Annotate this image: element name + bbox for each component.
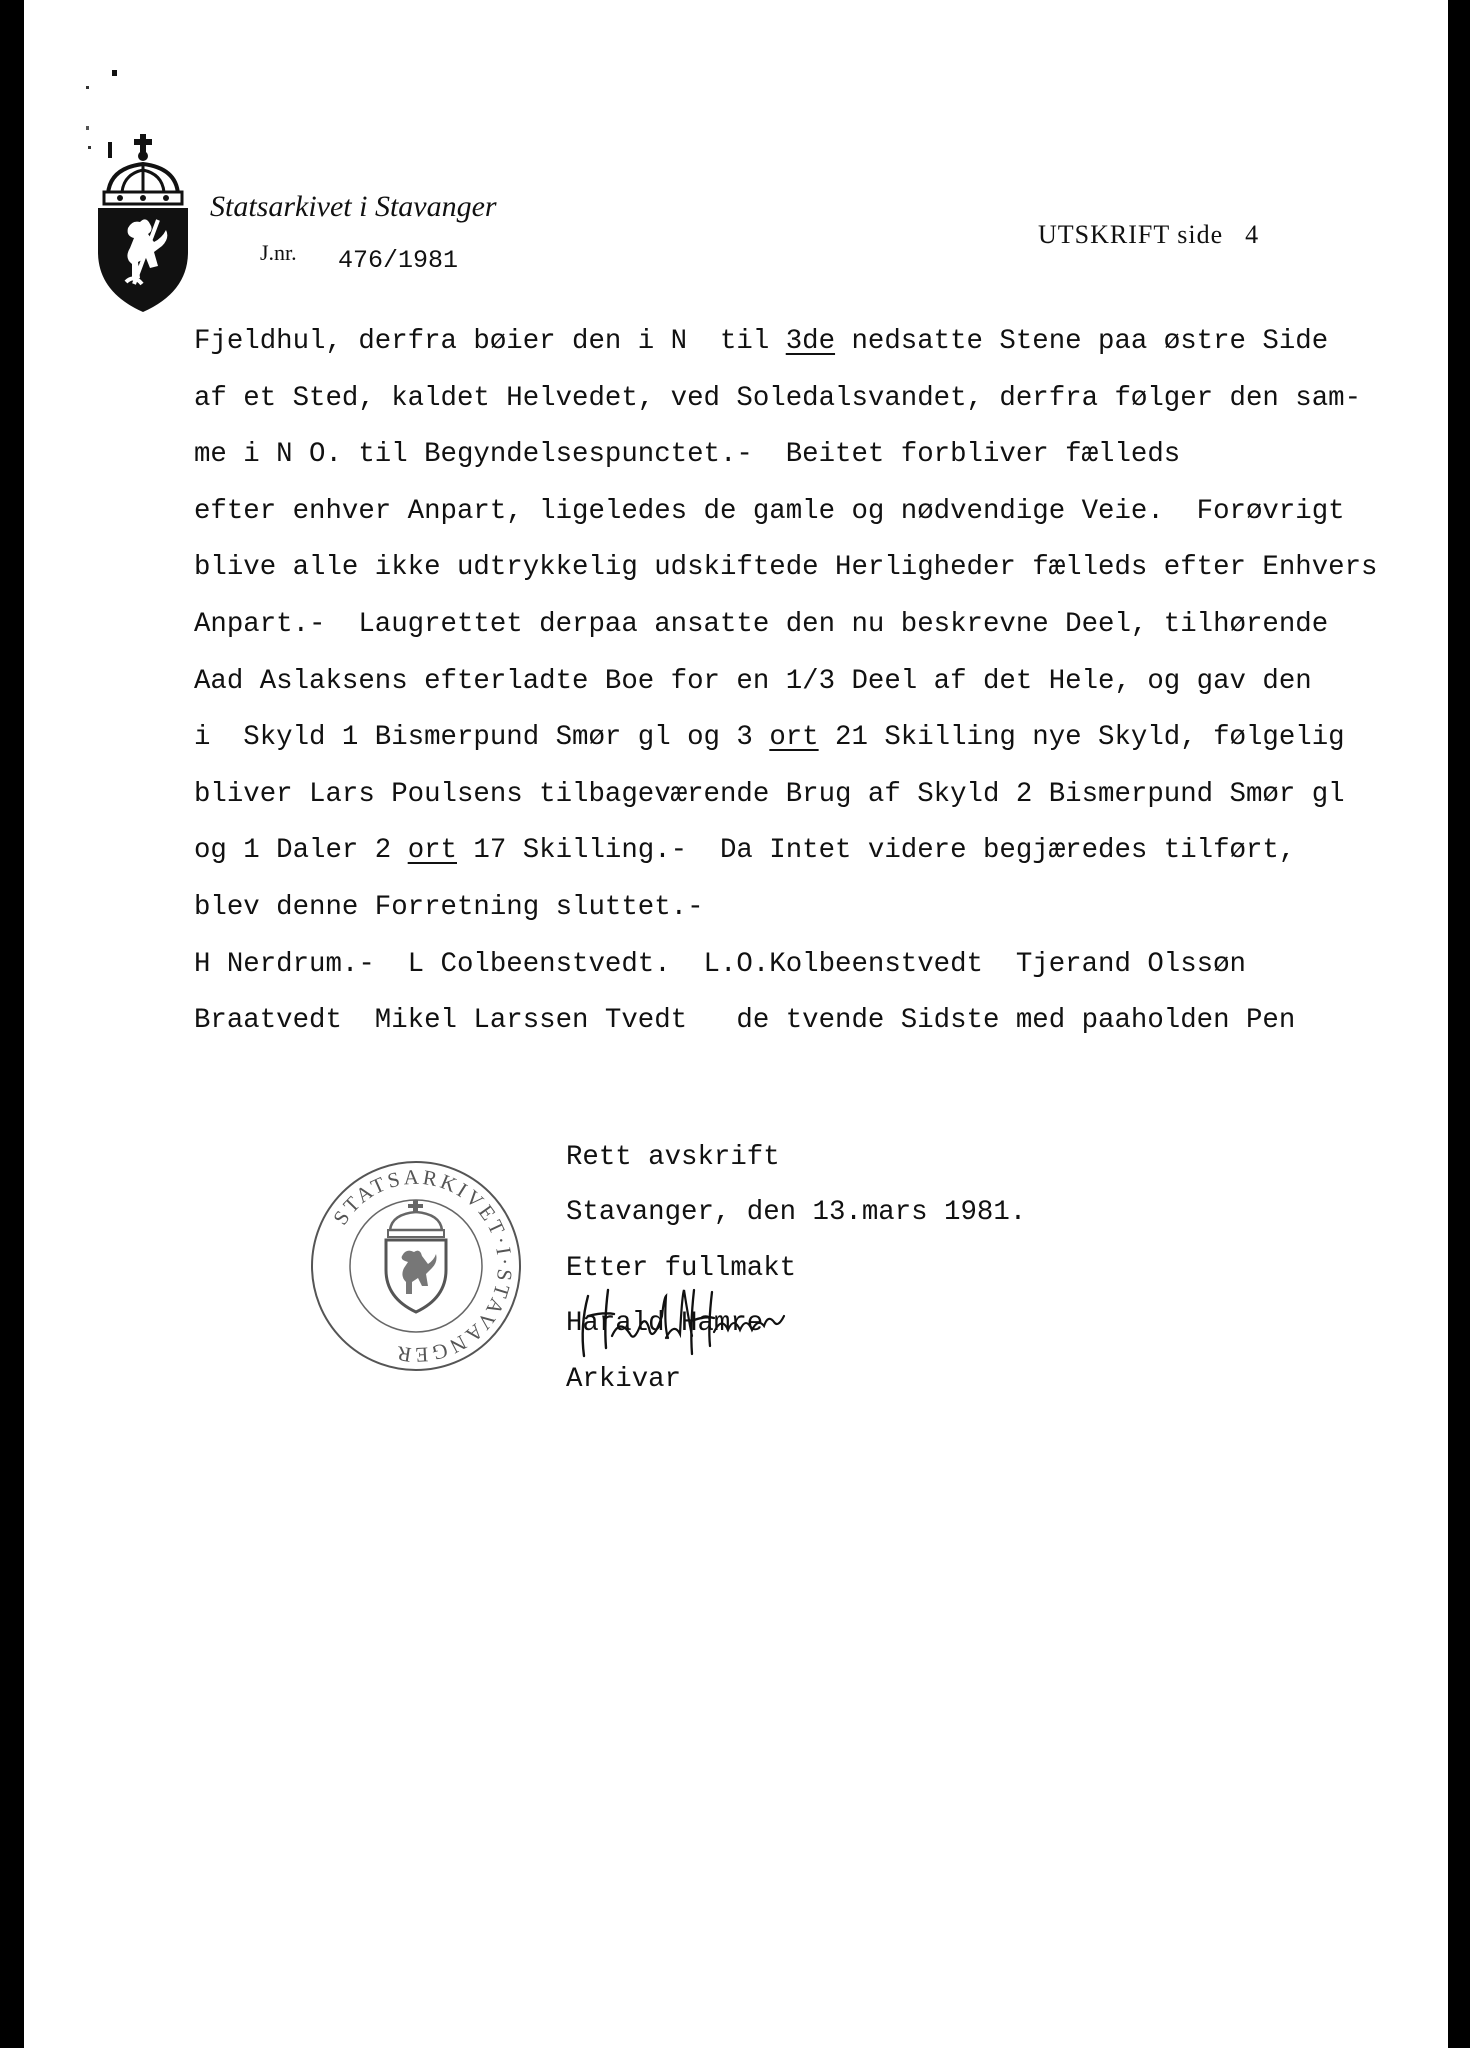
body-text-segment: Fjeldhul, derfra bøier den i N til [194, 326, 786, 357]
body-line [194, 654, 1444, 711]
body-text-segment: Aad Aslaksens efterladte Boe for en 1/3 Deel af det Hele, og gav den [194, 665, 1312, 697]
body-text-segment: Braatvedt Mikel Larssen Tvedt de tvende Sidste med paaholden Pen [194, 1005, 1296, 1037]
certification-line: Rett avskrift [566, 1142, 780, 1173]
body-text-segment: me i N O. til Begyndelsespunctet.- Beitet forbliver fælleds [194, 439, 1181, 471]
body-line [194, 710, 1444, 767]
body-text-segment: blev denne Forretning sluttet.- [194, 891, 704, 923]
body-text-segment: 17 Skilling.- Da Intet videre begjæredes tilført, [457, 835, 1296, 867]
authority-line: Etter fullmakt [566, 1252, 797, 1284]
document-page [24, 0, 1448, 2048]
signatory-name: Harald Hamre [566, 1308, 764, 1340]
body-text-segment: Anpart.- Laugrettet derpaa ansatte den nu beskrevne Deel, tilhørende [194, 608, 1329, 640]
body-text-segment: bliver Lars Poulsens tilbageværende Brug af Skyld 2 Bismerpund Smør gl [194, 778, 1345, 810]
body-line [194, 937, 1444, 994]
body-text-segment: nedsatte Stene paa østre Side [835, 326, 1329, 357]
document-type-label: UTSKRIFT side [1038, 220, 1224, 249]
transcription-body [194, 314, 1444, 1050]
seal-text: STATSARKIVET·I·STAVANGER [328, 1164, 518, 1368]
body-line [194, 597, 1444, 654]
body-line [194, 823, 1444, 880]
signatory-title: Arkivar [566, 1363, 682, 1395]
body-line [194, 427, 1444, 484]
handwritten-signature [554, 1276, 794, 1376]
body-text-segment: af et Sted, kaldet Helvedet, ved Soledalsvandet, derfra følger den sam- [194, 382, 1362, 414]
underlined-word: 3de [785, 326, 836, 357]
journal-number-label: J.nr. [260, 240, 297, 265]
page-number: 4 [1245, 220, 1260, 249]
body-text-segment: efter enhver Anpart, ligeledes de gamle og nødvendige Veie. Forøvrigt [194, 495, 1345, 527]
body-line [194, 767, 1444, 824]
underlined-word: ort [769, 722, 819, 754]
body-line [194, 314, 1444, 371]
body-text-segment: og 1 Daler 2 [194, 835, 408, 867]
place-date-line: Stavanger, den 13.mars 1981. [566, 1197, 1027, 1229]
archive-seal-icon [306, 1156, 526, 1376]
archive-name: Statsarkivet i Stavanger [210, 190, 497, 223]
body-line [194, 993, 1444, 1050]
body-text-segment: blive alle ikke udtrykkelig udskiftede Herligheder fælleds efter Enhvers [194, 552, 1378, 584]
coat-of-arms-icon [88, 134, 198, 314]
body-line [194, 540, 1444, 597]
body-text-segment: H Nerdrum.- L Colbeenstvedt. L.O.Kolbeenstvedt Tjerand Olssøn [194, 948, 1246, 980]
body-line [194, 371, 1444, 428]
body-line [194, 484, 1444, 541]
underlined-word: ort [407, 835, 457, 867]
document-type-header [1038, 220, 1259, 250]
body-text-segment: 21 Skilling nye Skyld, følgelig [818, 722, 1345, 754]
journal-number: 476/1981 [338, 246, 459, 275]
body-text-segment: i Skyld 1 Bismerpund Smør gl og 3 [194, 722, 770, 754]
body-line [194, 880, 1444, 937]
